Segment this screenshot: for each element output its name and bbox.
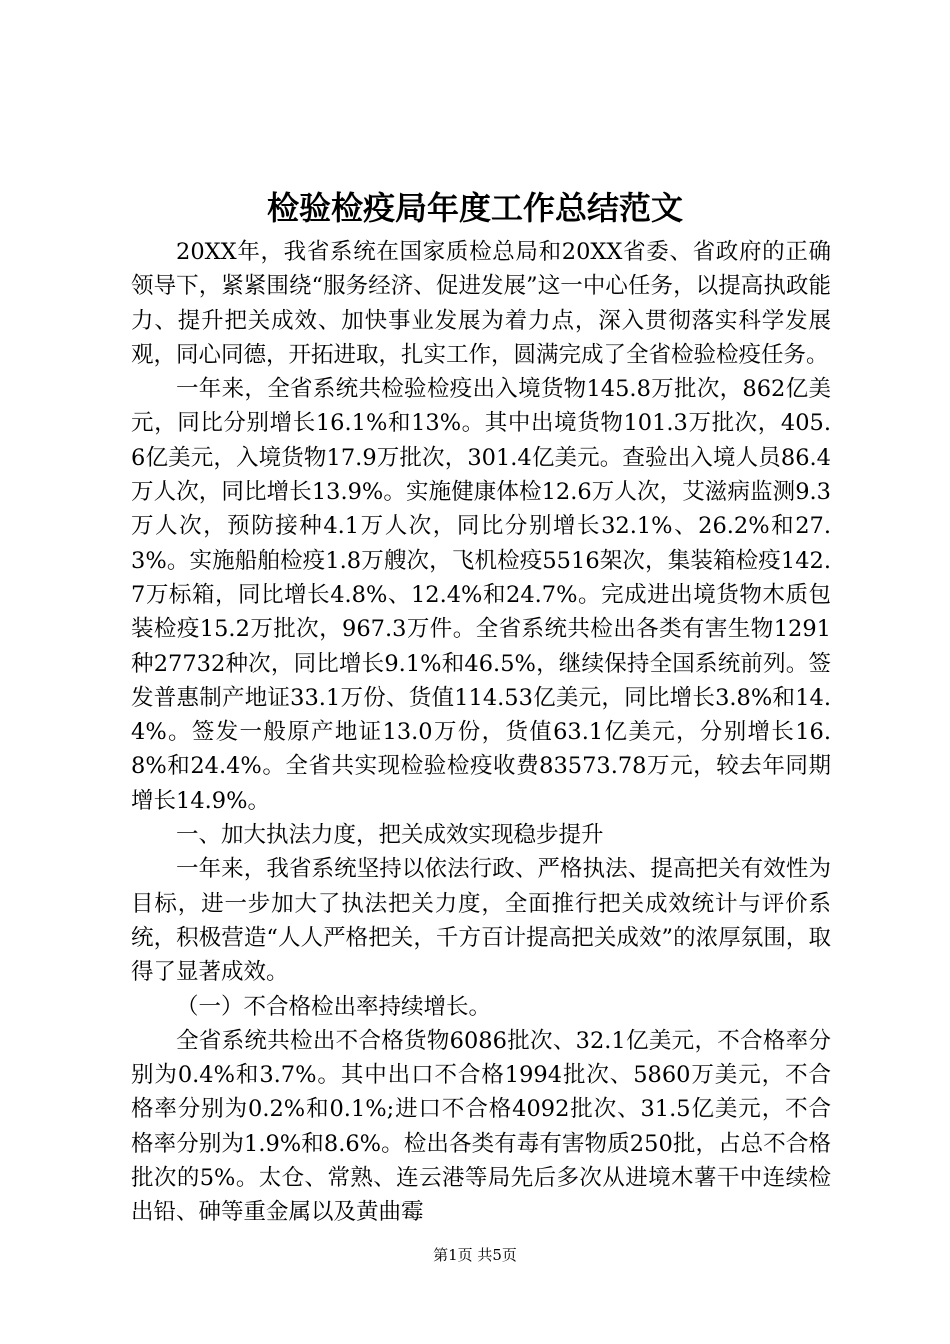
- subsection-paragraph: 全省系统共检出不合格货物6086批次、32.1亿美元，不合格率分别为0.4%和3.7%。其中出口不合格1994批次、5860万美元，不合格率分别为0.2%和0.1%;进口不合格4092批次、31.5亿美元，不合格率分别为1.9%和8.6%。检出各类有毒有害物质250批，占总不合格批次的5%。太仓、常熟、连云港等局先后多次从进境木薯干中连续检出铅、砷等重金属以及黄曲霉: [131, 1027, 831, 1226]
- statistics-paragraph: 一年来，全省系统共检验检疫出入境货物145.8万批次，862亿美元，同比分别增长16.1%和13%。其中出境货物101.3万批次，405.6亿美元，入境货物17.9万批次，301.4亿美元。查验出入境人员86.4万人次，同比增长13.9%。实施健康体检12.6万人次，艾滋病监测9.3万人次，预防接种4.1万人次，同比分别增长32.1%、26.2%和27.3%。实施船舶检疫1.8万艘次，飞机检疫5516架次，集装箱检疫142.7万标箱，同比增长4.8%、12.4%和24.7%。完成进出境货物木质包装检疫15.2万批次，967.3万件。全省系统共检出各类有害生物1291种27732种次，同比增长9.1%和46.5%，继续保持全国系统前列。签发普惠制产地证33.1万份、货值114.53亿美元，同比增长3.8%和14.4%。签发一般原产地证13.0万份，货值63.1亿美元，分别增长16.8%和24.4%。全省共实现检验检疫收费83573.78万元，较去年同期增长14.9%。: [131, 376, 831, 814]
- document-title: 检验检疫局年度工作总结范文: [266, 189, 683, 227]
- page-number-footer: 第1页 共5页: [433, 1246, 517, 1264]
- section-heading: 一、加大执法力度，把关成效实现稳步提升: [176, 822, 604, 849]
- document-body: [131, 235, 831, 1230]
- intro-paragraph: 20XX年，我省系统在国家质检总局和20XX省委、省政府的正确领导下，紧紧围绕“服务经济、促进发展”这一中心任务，以提高执政能力、提升把关成效、加快事业发展为着力点，深入贯彻落实科学发展观，同心同德，开拓进取，扎实工作，圆满完成了全省检验检疫任务。: [131, 239, 831, 368]
- section-intro-paragraph: 一年来，我省系统坚持以依法行政、严格执法、提高把关有效性为目标，进一步加大了执法把关力度，全面推行把关成效统计与评价系统，积极营造“人人严格把关，千方百计提高把关成效”的浓厚氛围，取得了显著成效。: [131, 856, 831, 986]
- subsection-heading: （一）不合格检出率持续增长。: [176, 993, 492, 1020]
